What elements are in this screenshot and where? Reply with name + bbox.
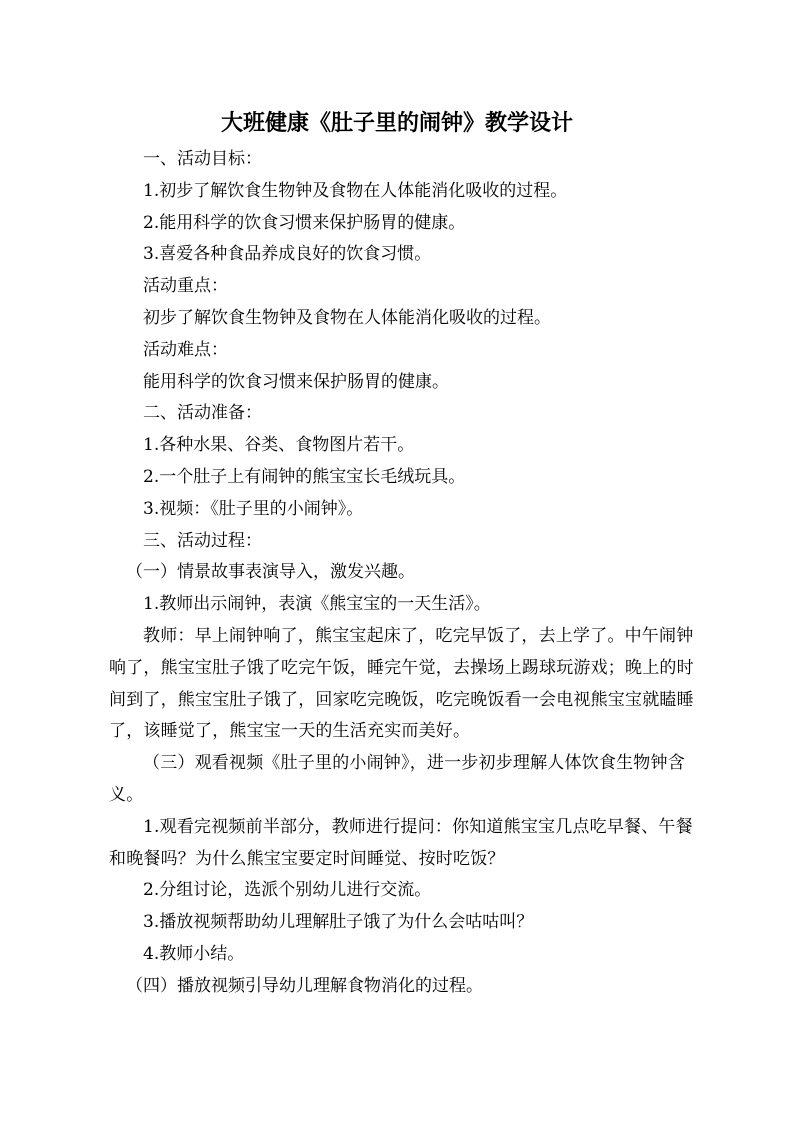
process-step-heading: （一）情景故事表演导入，激发兴趣。 xyxy=(126,562,415,583)
goal-item: 1.初步了解饮食生物钟及食物在人体能消化吸收的过程。 xyxy=(143,180,568,201)
preparation-item: 1.各种水果、谷类、食物图片若干。 xyxy=(143,435,415,456)
process-item: 1.教师出示闹钟，表演《熊宝宝的一天生活》。 xyxy=(143,594,491,615)
process-item: 2.分组讨论，选派个别幼儿进行交流。 xyxy=(143,880,432,901)
process-item: 3.播放视频帮助幼儿理解肚子饿了为什么会咕咕叫？ xyxy=(143,912,534,933)
process-step-heading: （四）播放视频引导幼儿理解食物消化的过程。 xyxy=(126,975,483,996)
key-point-label: 活动重点： xyxy=(143,276,228,297)
goal-item: 3.喜爱各种食品养成良好的饮食习惯。 xyxy=(143,244,432,265)
key-point-text: 初步了解饮食生物钟及食物在人体能消化吸收的过程。 xyxy=(143,307,551,328)
question-paragraph: 1.观看完视频前半部分，教师进行提问：你知道熊宝宝几点吃早餐、午餐和晚餐吗？为什么熊宝宝要定时间睡觉、按时吃饭？ xyxy=(109,816,693,869)
section-heading-goals: 一、活动目标： xyxy=(143,149,262,169)
section-heading-process: 三、活动过程： xyxy=(143,530,262,551)
preparation-item: 3.视频：《肚子里的小闹钟》。 xyxy=(143,498,364,519)
document-title: 大班健康《肚子里的闹钟》教学设计 xyxy=(220,111,573,136)
video-step-paragraph: （三）观看视频《肚子里的小闹钟》，进一步初步理解人体饮食生物钟含义。 xyxy=(109,753,685,805)
goal-item: 2.能用科学的饮食习惯来保护肠胃的健康。 xyxy=(143,212,466,233)
section-heading-preparation: 二、活动准备： xyxy=(143,403,262,424)
process-item: 4.教师小结。 xyxy=(143,943,245,964)
teacher-story-paragraph: 教师：早上闹钟响了，熊宝宝起床了，吃完早饭了，去上学了。中午闹钟响了，熊宝宝肚子饿了吃完午饭，睡完午觉，去操场上踢球玩游戏；晚上的时间到了，熊宝宝肚子饿了，回家吃完晚饭，吃完晚饭看一会电视熊宝宝就瞌睡了，该睡觉了，熊宝宝一天的生活充实而美好。 xyxy=(109,625,694,742)
preparation-item: 2.一个肚子上有闹钟的熊宝宝长毛绒玩具。 xyxy=(143,466,466,487)
document-body xyxy=(109,144,699,1003)
difficulty-label: 活动难点： xyxy=(143,339,228,360)
difficulty-text: 能用科学的饮食习惯来保护肠胃的健康。 xyxy=(143,371,449,392)
